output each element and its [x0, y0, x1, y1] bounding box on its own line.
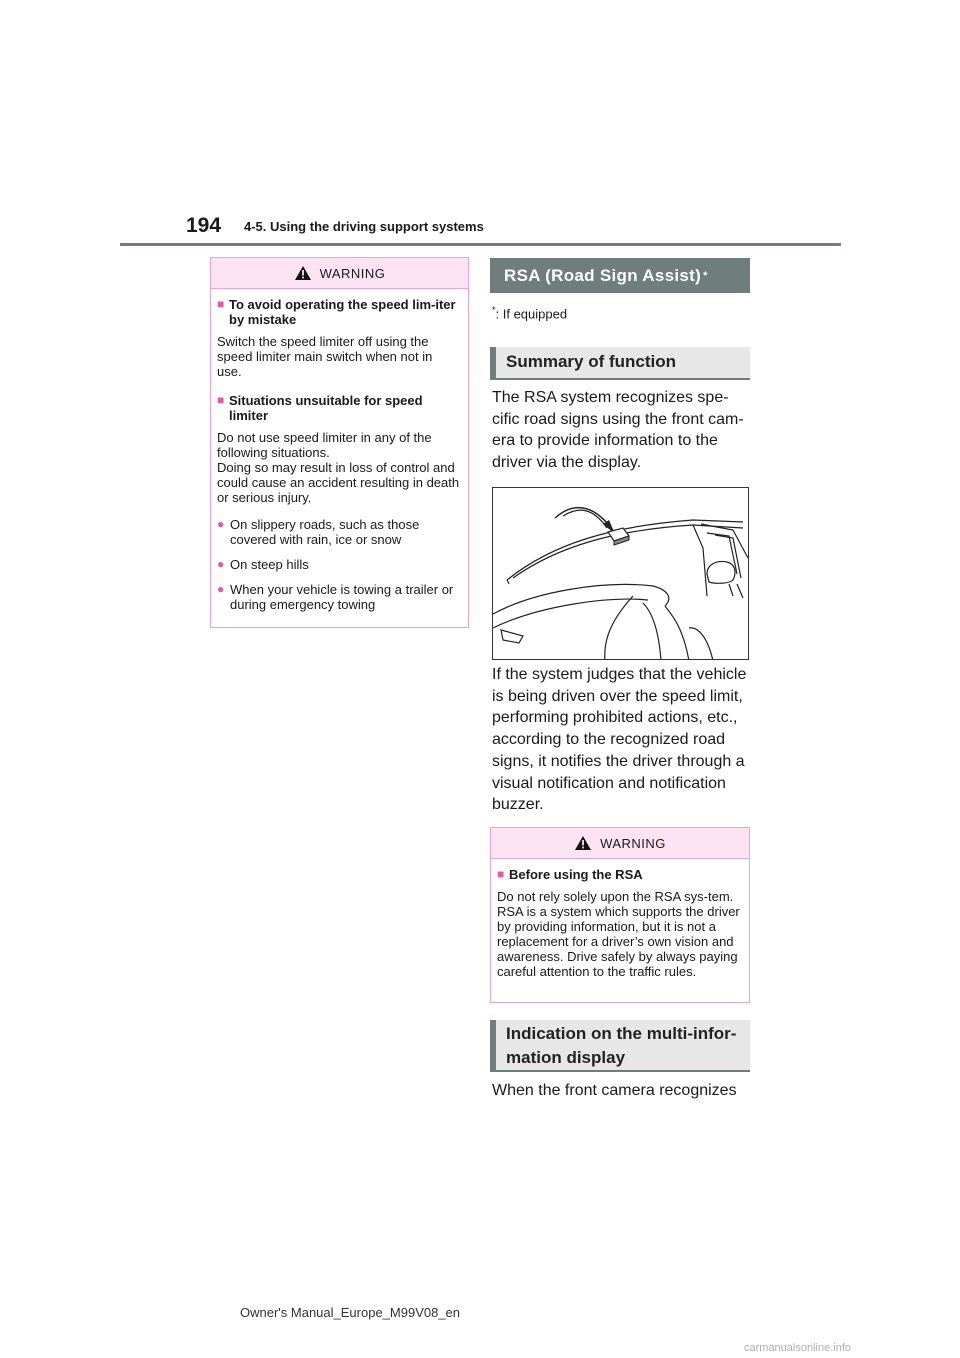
warning-paragraph [217, 430, 460, 505]
summary-heading [490, 347, 750, 380]
warning-heading-text: To avoid operating the speed lim-iter by mistake [229, 297, 456, 327]
rsa-section-banner [490, 258, 750, 293]
list-item [217, 517, 460, 547]
watermark: carmanualsonline.info [744, 1342, 852, 1354]
warning-triangle-icon [294, 265, 312, 281]
warning-title: WARNING [600, 835, 666, 851]
warning-heading [217, 297, 460, 327]
header-rule [120, 243, 841, 246]
circle-bullet-icon: ● [217, 582, 225, 596]
rsa-banner-text: RSA (Road Sign Assist) [504, 265, 702, 285]
warning-body [491, 859, 749, 994]
indication-heading-text: Indication on the multi-infor-mation display [506, 1024, 737, 1067]
square-bullet-icon: ■ [497, 867, 505, 881]
warning-box-speed-limiter [210, 257, 469, 628]
page-header [0, 0, 960, 250]
warning-heading [217, 393, 460, 423]
footnote [492, 305, 567, 321]
circle-bullet-icon: ● [217, 517, 225, 531]
footnote-asterisk: * [492, 305, 496, 315]
list-item [217, 557, 460, 572]
page-number: 194 [186, 214, 222, 237]
banner-asterisk: * [703, 269, 708, 282]
warning-paragraph-line: Do not use speed limiter in any of the following situations. [217, 430, 432, 460]
warning-title: WARNING [319, 265, 386, 281]
warning-paragraph-line: Doing so may result in loss of control and could cause an accident resulting in death or serious injury. [217, 460, 460, 505]
square-bullet-icon: ■ [217, 393, 225, 407]
warning-heading-text: Before using the RSA [509, 867, 643, 882]
warning-paragraph: Do not rely solely upon the RSA sys-tem. RSA is a system which supports the driver by providing information, but it is not a replacement for a driver’s own vision and awareness. Drive safely by always paying careful attention to the traffic rules. [497, 889, 740, 979]
list-item [217, 582, 460, 612]
indication-text: When the front camera recognizes [492, 1082, 737, 1099]
warning-body [211, 289, 468, 628]
square-bullet-icon: ■ [217, 297, 225, 311]
footnote-text: : If equipped [495, 306, 568, 322]
footer-text: Owner's Manual_Europe_M99V08_en [240, 1305, 461, 1320]
warning-heading [497, 867, 741, 882]
chapter-title: 4-5. Using the driving support systems [244, 219, 484, 234]
warning-header [491, 828, 749, 859]
list-item-text: On steep hills [230, 557, 309, 572]
warning-heading-text: Situations unsuitable for speed limiter [229, 393, 423, 423]
circle-bullet-icon: ● [217, 557, 225, 571]
warning-triangle-icon [574, 835, 592, 851]
list-item-text: On slippery roads, such as those covered with rain, ice or snow [230, 517, 420, 547]
warning-box-rsa [490, 827, 750, 1003]
warning-paragraph: Switch the speed limiter off using the speed limiter main switch when not in use. [217, 334, 433, 379]
list-item-text: When your vehicle is towing a trailer or during emergency towing [230, 582, 454, 612]
windshield-camera-illustration [492, 487, 749, 660]
car-interior-drawing [493, 488, 749, 660]
judge-text: If the system judges that the vehicle is being driven over the speed limit, performing prohibited actions, etc., according to the recognized road signs, it notifies the driver through a visual notification and notification buzzer. [492, 666, 747, 814]
summary-heading-text: Summary of function [506, 352, 677, 371]
summary-text: The RSA system recognizes spe-cific road signs using the front cam-era to provide information to the driver via the display. [492, 389, 744, 472]
warning-header [211, 258, 468, 289]
indication-heading [490, 1020, 750, 1072]
